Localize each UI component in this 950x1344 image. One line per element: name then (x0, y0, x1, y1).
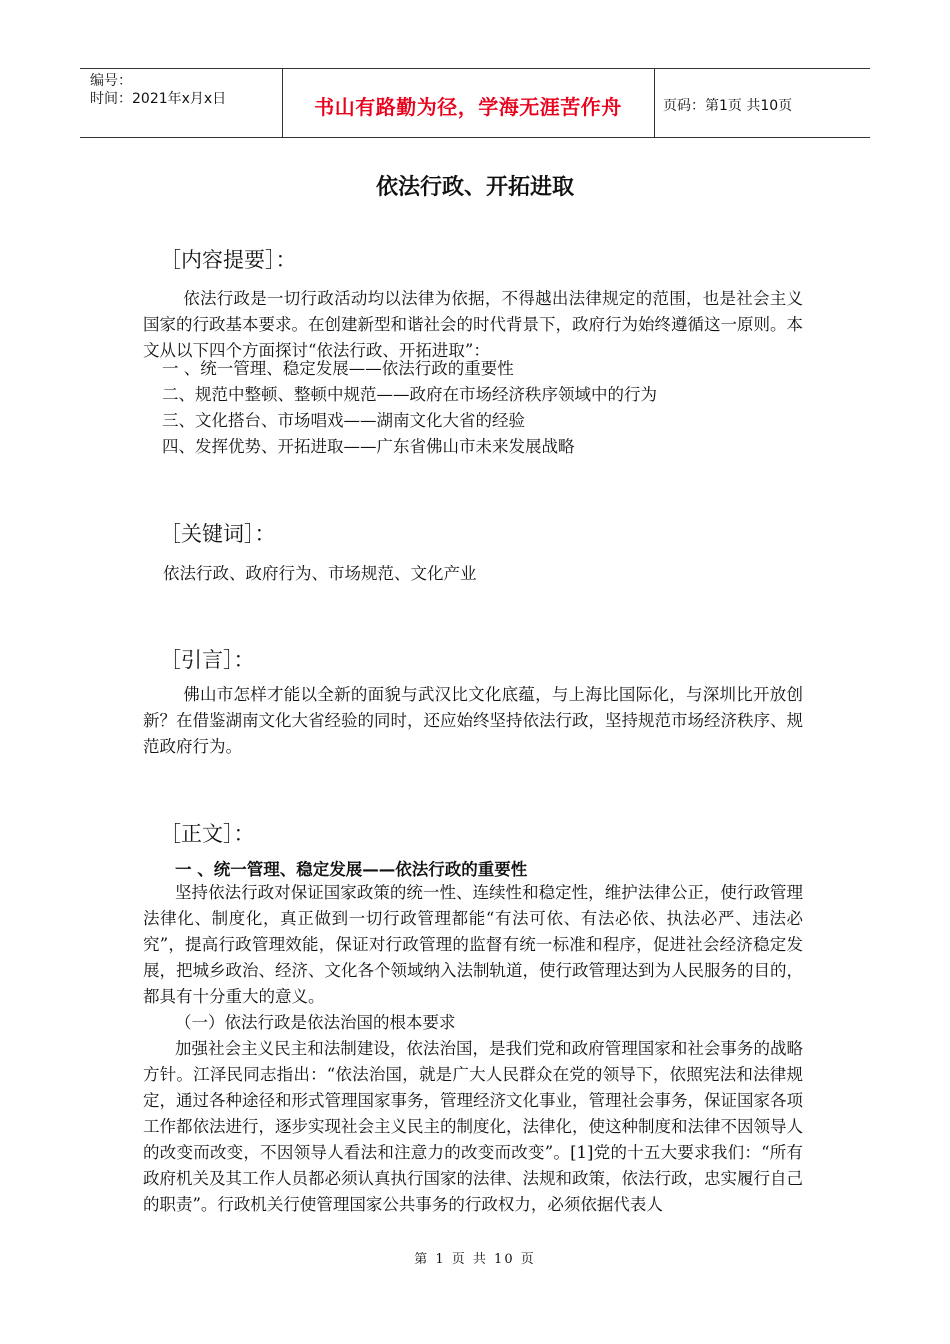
intro-text: 佛山市怎样才能以全新的面貌与武汉比文化底蕴，与上海比国际化，与深圳比开放创新？在借鉴湖南文化大省经验的同时，还应始终坚持依法行政，坚持规范市场经济秩序、规范政府行为。 (143, 685, 803, 756)
page-footer: 第 1 页 共 10 页 (414, 1252, 536, 1267)
body-paragraph: 加强社会主义民主和法制建设，依法治国，是我们党和政府管理国家和社会事务的战略方针。江泽民同志指出：“依法治国，就是广大人民群众在党的领导下，依照宪法和法律规定，通过各种途径和形式管理国家事务，管理经济文化事业，管理社会事务，保证国家各项工作都依法进行，逐步实现社会主义民主的制度化，法律化，使这种制度和法律不因领导人的改变而改变，不因领导人看法和注意力的改变而改变”。[1]党的十五大要求我们：“所有政府机关及其工作人员都必须认真执行国家的法律、法规和政策，依法行政，忠实履行自己的职责”。行政机关行使管理国家公共事务的行政权力，必须依据代表人 (143, 1039, 803, 1214)
abstract-heading: ［内容提要］： (160, 248, 297, 272)
motto-text: 书山有路勤为径，学海无涯苦作舟 (314, 94, 622, 119)
abstract-item: 一 、统一管理、稳定发展——依法行政的重要性 (162, 359, 514, 378)
body-text (143, 880, 803, 1218)
number-label: 编号： (90, 73, 132, 89)
subsection-title: （一）依法行政是依法治国的根本要求 (175, 1013, 456, 1032)
date-label: 时间：2021年x月x日 (90, 91, 227, 107)
abstract-text: 依法行政是一切行政活动均以法律为依据，不得越出法律规定的范围，也是社会主义国家的行政基本要求。在创建新型和谐社会的时代背景下，政府行为始终遵循这一原则。本文从以下四个方面探讨“依法行政、开拓进取”： (143, 289, 803, 360)
page-info: 页码：第1页 共10页 (663, 98, 793, 114)
intro-heading: ［引言］： (160, 648, 255, 672)
header-page-cell (655, 69, 870, 137)
abstract-item: 四、发挥优势、开拓进取——广东省佛山市未来发展战略 (162, 437, 575, 456)
body-paragraph: 坚持依法行政对保证国家政策的统一性、连续性和稳定性，维护法律公正，使行政管理法律化、制度化，真正做到一切行政管理都能“有法可依、有法必依、执法必严、违法必究”，提高行政管理效能，保证对行政管理的监督有统一标准和程序，促进社会经济稳定发展，把城乡政治、经济、文化各个领域纳入法制轨道，使行政管理达到为人民服务的目的，都具有十分重大的意义。 (143, 883, 803, 1006)
body-heading: ［正文］： (160, 822, 255, 846)
abstract-item: 二、规范中整顿、整顿中规范——政府在市场经济秩序领域中的行为 (162, 385, 657, 404)
page-title: 依法行政、开拓进取 (375, 175, 574, 200)
header-motto-cell (282, 69, 655, 137)
keywords-text: 依法行政、政府行为、市场规范、文化产业 (163, 564, 477, 583)
section-title: 一 、统一管理、稳定发展——依法行政的重要性 (175, 860, 528, 879)
header-meta-cell (80, 69, 283, 137)
abstract-list (162, 356, 657, 460)
keywords-heading: ［关键词］： (160, 522, 276, 546)
header-table (80, 68, 870, 138)
abstract-item: 三、文化搭台、市场唱戏——湖南文化大省的经验 (162, 411, 525, 430)
